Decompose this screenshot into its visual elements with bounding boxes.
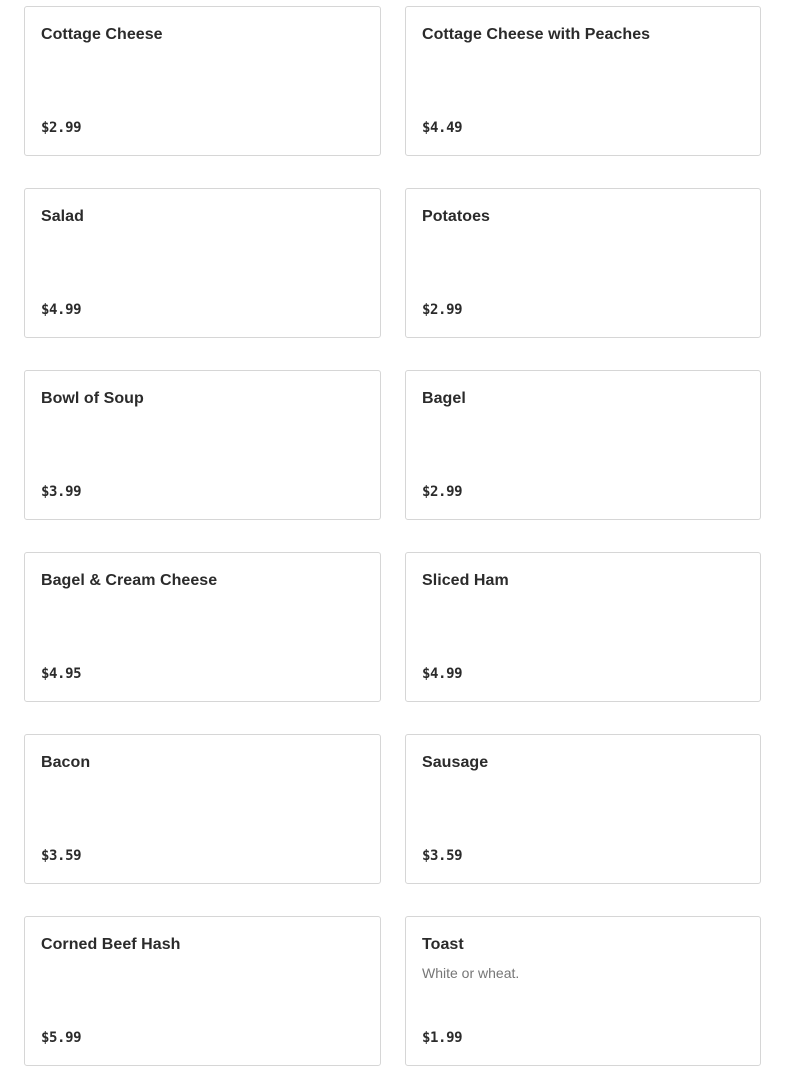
menu-item-price: $4.99 bbox=[422, 666, 463, 682]
menu-item-name: Bacon bbox=[41, 754, 91, 771]
menu-item-name: Cottage Cheese with Peaches bbox=[422, 26, 651, 43]
menu-item-name: Bowl of Soup bbox=[41, 390, 144, 407]
menu-item-name: Toast bbox=[422, 936, 464, 953]
menu-item-card[interactable] bbox=[24, 6, 381, 156]
menu-item-name: Sausage bbox=[422, 754, 489, 771]
menu-item-name: Salad bbox=[41, 208, 84, 225]
menu-item-price: $4.99 bbox=[41, 302, 82, 318]
menu-item-card[interactable] bbox=[405, 6, 761, 156]
menu-item-price: $2.99 bbox=[422, 484, 463, 500]
menu-item-price: $3.59 bbox=[422, 848, 463, 864]
menu-item-grid bbox=[24, 6, 761, 1066]
menu-item-card[interactable] bbox=[24, 552, 381, 702]
menu-item-card[interactable] bbox=[24, 188, 381, 338]
menu-item-price: $2.99 bbox=[41, 120, 82, 136]
menu-item-price: $4.95 bbox=[41, 666, 82, 682]
menu-item-name: Bagel bbox=[422, 390, 466, 407]
menu-item-card[interactable] bbox=[405, 552, 761, 702]
menu-item-card[interactable] bbox=[24, 916, 381, 1066]
menu-item-card[interactable] bbox=[24, 370, 381, 520]
menu-item-price: $3.59 bbox=[41, 848, 82, 864]
menu-item-name: Potatoes bbox=[422, 208, 490, 225]
menu-item-name: Bagel & Cream Cheese bbox=[41, 572, 218, 589]
menu-item-name: Corned Beef Hash bbox=[41, 936, 181, 953]
menu-item-card[interactable] bbox=[405, 188, 761, 338]
menu-item-card[interactable] bbox=[405, 916, 761, 1066]
menu-item-price: $3.99 bbox=[41, 484, 82, 500]
menu-item-price: $2.99 bbox=[422, 302, 463, 318]
menu-item-card[interactable] bbox=[405, 370, 761, 520]
menu-item-description: White or wheat. bbox=[422, 965, 520, 981]
menu-item-card[interactable] bbox=[405, 734, 761, 884]
menu-item-price: $4.49 bbox=[422, 120, 463, 136]
menu-item-name: Cottage Cheese bbox=[41, 26, 163, 43]
menu-item-card[interactable] bbox=[24, 734, 381, 884]
menu-item-price: $1.99 bbox=[422, 1030, 463, 1046]
menu-item-name: Sliced Ham bbox=[422, 572, 509, 589]
menu-item-price: $5.99 bbox=[41, 1030, 82, 1046]
